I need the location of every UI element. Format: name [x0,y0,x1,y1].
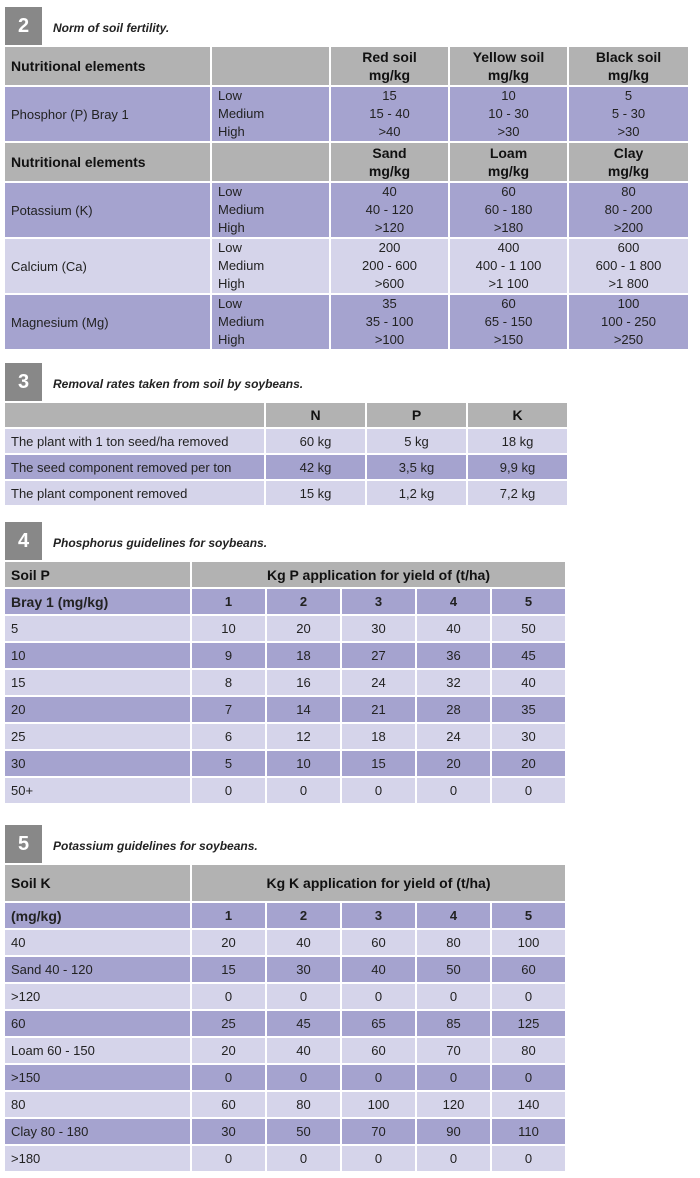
value-cell: 18 [267,643,340,668]
header-cell: Black soil mg/kg [569,47,688,85]
value-cell: 28 [417,697,490,722]
value-cell: 42 kg [266,455,365,479]
row-label: >120 [5,984,190,1009]
subheader-cell: 2 [267,903,340,928]
table-row [5,930,565,955]
section-3-header [5,363,569,401]
nutrient-name: Potassium (K) [5,183,210,237]
value-cell: 10 10 - 30 >30 [450,87,567,141]
row-label: The plant with 1 ton seed/ha removed [5,429,264,453]
value-cell: 20 [192,1038,265,1063]
table-row [5,778,565,803]
value-cell: 20 [417,751,490,776]
table-row [5,1119,565,1144]
value-cell: 30 [492,724,565,749]
value-cell: 9,9 kg [468,455,567,479]
value-cell: 40 [267,930,340,955]
level-labels: Low Medium High [212,295,329,349]
value-cell: 140 [492,1092,565,1117]
subheader-cell: 1 [192,903,265,928]
value-cell: 1,2 kg [367,481,466,505]
value-cell: 85 [417,1011,490,1036]
removal-rates-table [3,401,569,507]
value-cell: 10 [267,751,340,776]
section-number: 3 [5,363,42,401]
value-cell: 18 [342,724,415,749]
subheader-cell: (mg/kg) [5,903,190,928]
table-row [5,1092,565,1117]
table-row [5,183,688,237]
value-cell: 20 [492,751,565,776]
value-cell: 30 [342,616,415,641]
value-cell: 80 [267,1092,340,1117]
value-cell: 60 [192,1092,265,1117]
value-cell: 0 [492,984,565,1009]
level-labels: Low Medium High [212,183,329,237]
value-cell: 0 [267,778,340,803]
value-cell: 110 [492,1119,565,1144]
table-header-row [5,403,567,427]
row-label: >150 [5,1065,190,1090]
row-label: 20 [5,697,190,722]
table-row [5,984,565,1009]
nutrient-name: Magnesium (Mg) [5,295,210,349]
row-label: >180 [5,1146,190,1171]
soil-fertility-table [3,45,690,351]
table-header-row [5,47,688,85]
header-cell: Soil P [5,562,190,587]
value-cell: 0 [192,984,265,1009]
header-cell: Clay mg/kg [569,143,688,181]
section-2 [5,7,690,351]
table-row [5,481,567,505]
value-cell: 60 [342,1038,415,1063]
row-label: Sand 40 - 120 [5,957,190,982]
table-row [5,455,567,479]
section-title: Removal rates taken from soil by soybeans. [53,377,304,391]
header-cell: Soil K [5,865,190,901]
table-row [5,1065,565,1090]
row-label: 25 [5,724,190,749]
value-cell: 30 [192,1119,265,1144]
value-cell: 36 [417,643,490,668]
header-cell [212,143,329,181]
row-label: 15 [5,670,190,695]
section-title: Potassium guidelines for soybeans. [53,839,258,853]
row-label: 40 [5,930,190,955]
value-cell: 32 [417,670,490,695]
section-number: 5 [5,825,42,863]
value-cell: 14 [267,697,340,722]
value-cell: 9 [192,643,265,668]
table-row [5,697,565,722]
subheader-cell: 4 [417,903,490,928]
value-cell: 0 [492,1065,565,1090]
header-cell [212,47,329,85]
value-cell: 100 [492,930,565,955]
section-4 [5,522,567,805]
table-row [5,1146,565,1171]
value-cell: 40 [492,670,565,695]
value-cell: 80 [417,930,490,955]
section-number: 2 [5,7,42,45]
value-cell: 15 [342,751,415,776]
value-cell: 45 [267,1011,340,1036]
row-label: 50+ [5,778,190,803]
value-cell: 0 [417,984,490,1009]
header-cell: Nutritional elements [5,47,210,85]
header-cell: Kg P application for yield of (t/ha) [192,562,565,587]
value-cell: 40 [342,957,415,982]
value-cell: 0 [192,1146,265,1171]
value-cell: 120 [417,1092,490,1117]
value-cell: 125 [492,1011,565,1036]
value-cell: 16 [267,670,340,695]
phosphorus-guidelines-table [3,560,567,805]
value-cell: 0 [417,1146,490,1171]
header-cell: Yellow soil mg/kg [450,47,567,85]
header-cell: K [468,403,567,427]
value-cell: 8 [192,670,265,695]
section-number: 4 [5,522,42,560]
value-cell: 0 [492,778,565,803]
value-cell: 0 [267,984,340,1009]
table-row [5,616,565,641]
value-cell: 10 [192,616,265,641]
value-cell: 7 [192,697,265,722]
value-cell: 7,2 kg [468,481,567,505]
section-title: Phosphorus guidelines for soybeans. [53,536,268,550]
value-cell: 60 [342,930,415,955]
section-2-header [5,7,690,45]
value-cell: 0 [267,1065,340,1090]
value-cell: 60 kg [266,429,365,453]
potassium-guidelines-table [3,863,567,1173]
value-cell: 0 [342,984,415,1009]
subheader-cell: 2 [267,589,340,614]
value-cell: 5 kg [367,429,466,453]
value-cell: 24 [417,724,490,749]
section-3 [5,363,569,507]
table-subheader-row [5,903,565,928]
value-cell: 20 [267,616,340,641]
header-cell: Sand mg/kg [331,143,448,181]
subheader-cell: 4 [417,589,490,614]
subheader-cell: 5 [492,589,565,614]
table-row [5,670,565,695]
subheader-cell: 3 [342,903,415,928]
value-cell: 80 80 - 200 >200 [569,183,688,237]
table-row [5,87,688,141]
subheader-cell: 5 [492,903,565,928]
header-cell: Nutritional elements [5,143,210,181]
value-cell: 50 [417,957,490,982]
value-cell: 15 [192,957,265,982]
section-4-header [5,522,567,560]
level-labels: Low Medium High [212,239,329,293]
table-row [5,751,565,776]
value-cell: 24 [342,670,415,695]
row-label: Clay 80 - 180 [5,1119,190,1144]
section-5-header [5,825,567,863]
value-cell: 200 200 - 600 >600 [331,239,448,293]
header-cell: Loam mg/kg [450,143,567,181]
value-cell: 50 [267,1119,340,1144]
value-cell: 0 [492,1146,565,1171]
value-cell: 35 35 - 100 >100 [331,295,448,349]
section-title: Norm of soil fertility. [53,21,170,35]
value-cell: 5 5 - 30 >30 [569,87,688,141]
value-cell: 45 [492,643,565,668]
value-cell: 100 [342,1092,415,1117]
header-cell: N [266,403,365,427]
header-cell: Red soil mg/kg [331,47,448,85]
table-row [5,239,688,293]
value-cell: 70 [342,1119,415,1144]
header-cell: Kg K application for yield of (t/ha) [192,865,565,901]
value-cell: 0 [342,1065,415,1090]
value-cell: 0 [417,1065,490,1090]
subheader-cell: 1 [192,589,265,614]
nutrient-name: Calcium (Ca) [5,239,210,293]
value-cell: 0 [342,778,415,803]
row-label: 5 [5,616,190,641]
value-cell: 100 100 - 250 >250 [569,295,688,349]
value-cell: 12 [267,724,340,749]
value-cell: 40 40 - 120 >120 [331,183,448,237]
value-cell: 80 [492,1038,565,1063]
value-cell: 5 [192,751,265,776]
subheader-cell: 3 [342,589,415,614]
value-cell: 15 15 - 40 >40 [331,87,448,141]
header-cell [5,403,264,427]
value-cell: 21 [342,697,415,722]
value-cell: 90 [417,1119,490,1144]
value-cell: 600 600 - 1 800 >1 800 [569,239,688,293]
value-cell: 40 [417,616,490,641]
value-cell: 40 [267,1038,340,1063]
value-cell: 60 [492,957,565,982]
section-5 [5,825,567,1173]
value-cell: 15 kg [266,481,365,505]
row-label: The seed component removed per ton [5,455,264,479]
value-cell: 30 [267,957,340,982]
table-header-row [5,865,565,901]
header-cell: P [367,403,466,427]
value-cell: 18 kg [468,429,567,453]
table-row [5,1011,565,1036]
value-cell: 0 [267,1146,340,1171]
table-subheader-row [5,589,565,614]
subheader-cell: Bray 1 (mg/kg) [5,589,190,614]
row-label: 30 [5,751,190,776]
level-labels: Low Medium High [212,87,329,141]
value-cell: 60 65 - 150 >150 [450,295,567,349]
value-cell: 50 [492,616,565,641]
value-cell: 6 [192,724,265,749]
nutrient-name: Phosphor (P) Bray 1 [5,87,210,141]
value-cell: 27 [342,643,415,668]
row-label: The plant component removed [5,481,264,505]
table-header-row [5,143,688,181]
table-row [5,957,565,982]
value-cell: 60 60 - 180 >180 [450,183,567,237]
table-row [5,295,688,349]
row-label: Loam 60 - 150 [5,1038,190,1063]
row-label: 10 [5,643,190,668]
value-cell: 20 [192,930,265,955]
table-row [5,724,565,749]
value-cell: 25 [192,1011,265,1036]
value-cell: 35 [492,697,565,722]
value-cell: 3,5 kg [367,455,466,479]
value-cell: 0 [342,1146,415,1171]
table-row [5,643,565,668]
table-row [5,429,567,453]
row-label: 60 [5,1011,190,1036]
value-cell: 65 [342,1011,415,1036]
value-cell: 0 [417,778,490,803]
table-header-row [5,562,565,587]
value-cell: 0 [192,778,265,803]
row-label: 80 [5,1092,190,1117]
value-cell: 400 400 - 1 100 >1 100 [450,239,567,293]
table-row [5,1038,565,1063]
value-cell: 70 [417,1038,490,1063]
value-cell: 0 [192,1065,265,1090]
